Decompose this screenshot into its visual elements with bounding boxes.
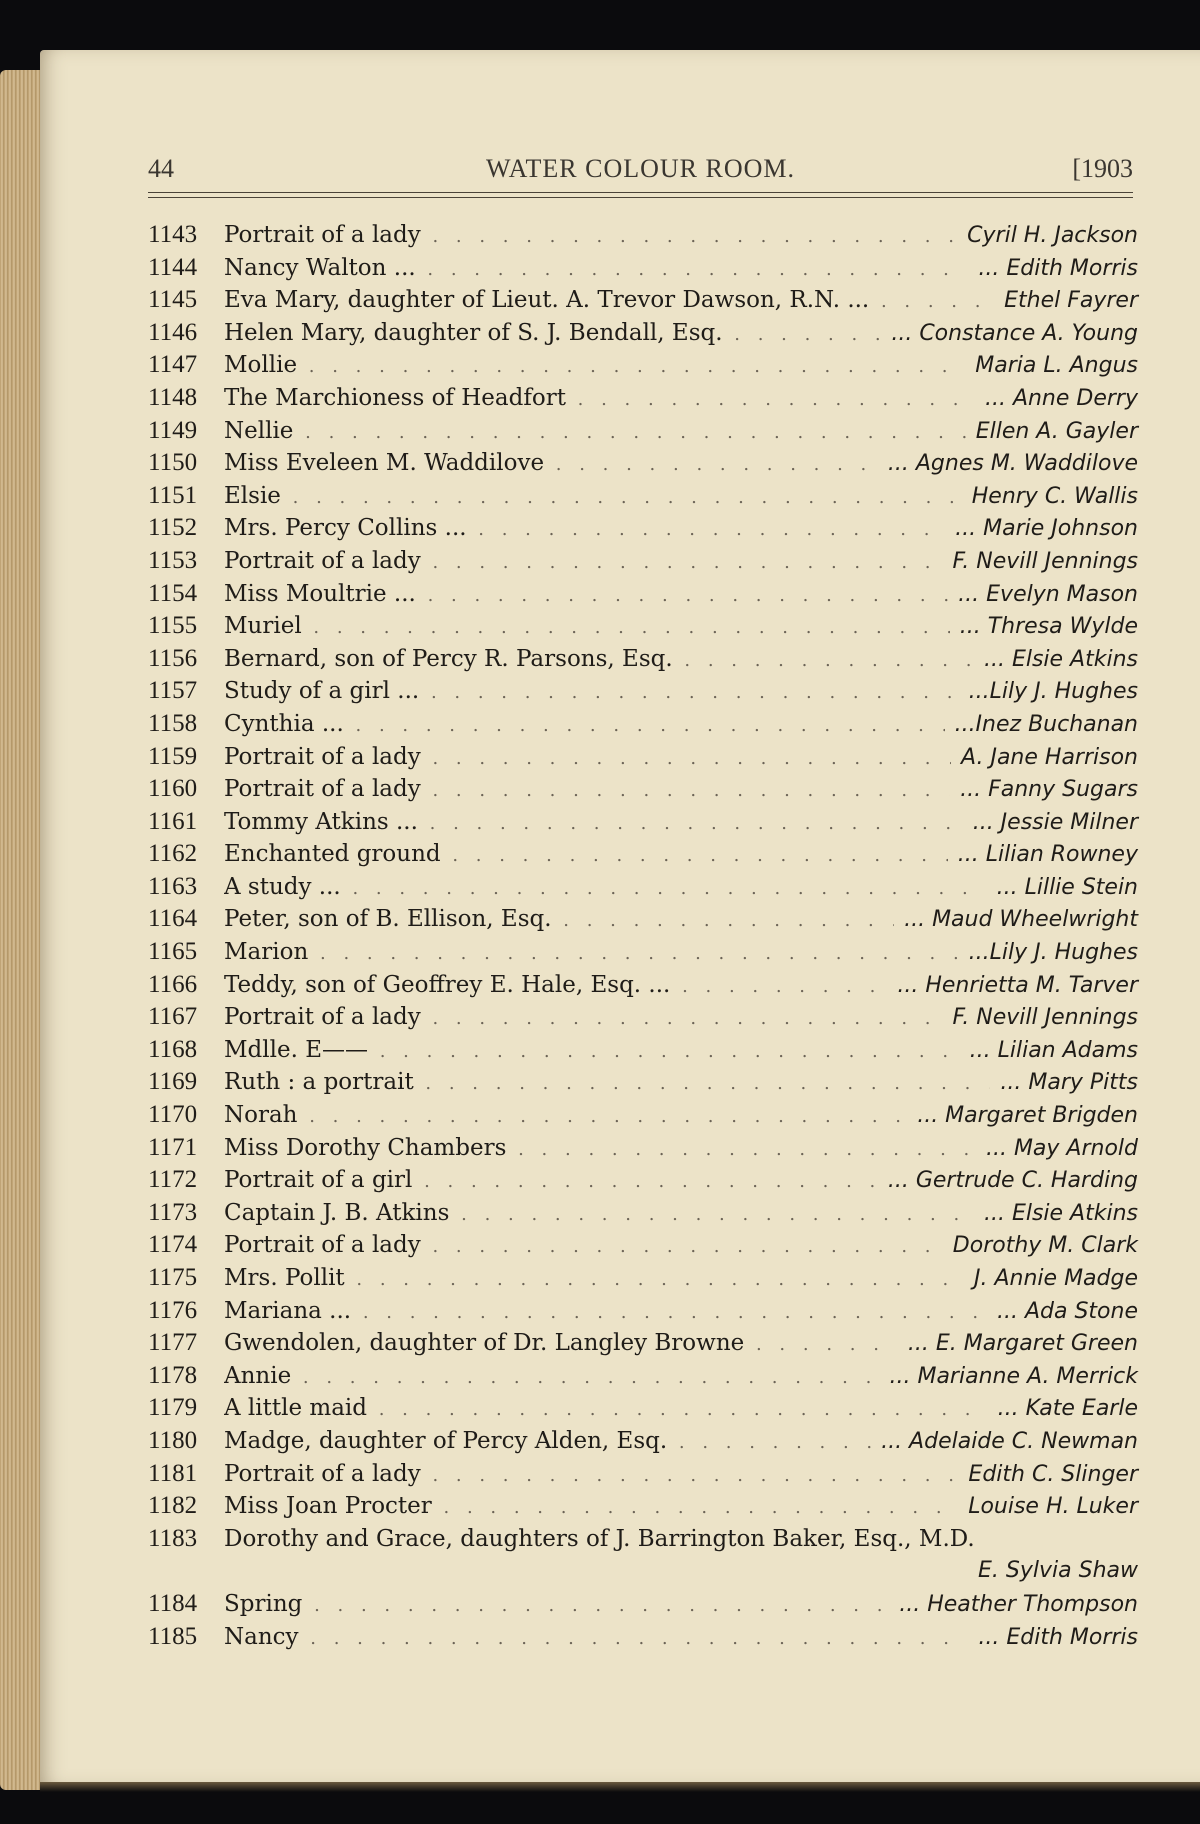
entry-number: 1149 (148, 416, 198, 444)
entry-title: Norah . . . (224, 1099, 907, 1134)
entry-artist: ... Elsie Atkins (983, 646, 1138, 672)
entry-title: Portrait of a lady . . . (224, 1001, 942, 1036)
entry-number: 1159 (148, 742, 198, 770)
catalogue-entry (148, 382, 1138, 415)
entry-artist: ... Thresa Wylde (959, 614, 1138, 640)
catalogue-entry (148, 1360, 1138, 1393)
catalogue-entry (148, 1229, 1138, 1262)
entry-number: 1176 (148, 1296, 198, 1324)
catalogue-entry (148, 1458, 1138, 1491)
entry-artist: ... Heather Thompson (899, 1591, 1138, 1617)
catalogue-entry-continuation (148, 1555, 1138, 1588)
entry-artist: ... Margaret Brigden (917, 1103, 1138, 1129)
entry-title: Bernard, son of Percy R. Parsons, Esq. . . . (224, 643, 974, 678)
entry-artist: J. Annie Madge (974, 1266, 1138, 1291)
entry-artist: Edith C. Slinger (968, 1461, 1138, 1487)
entry-title: Captain J. B. Atkins . . . (224, 1197, 974, 1232)
entry-number: 1148 (148, 383, 198, 411)
entry-number: 1143 (148, 221, 198, 248)
entry-artist: E. Sylvia Shaw (978, 1558, 1138, 1584)
entry-number: 1178 (148, 1361, 198, 1389)
catalogue-entry (148, 1295, 1138, 1328)
entry-number: 1150 (148, 449, 198, 477)
entry-number: 1175 (148, 1264, 198, 1291)
entry-title: Mrs. Percy Collins ... . . . (224, 512, 945, 547)
catalogue-entry (148, 219, 1138, 252)
entry-title: Nellie . . . (224, 415, 966, 450)
catalogue-entry (148, 871, 1138, 904)
catalogue-entry (148, 317, 1138, 350)
entry-number: 1181 (148, 1459, 198, 1487)
entry-number: 1161 (148, 807, 198, 835)
page-number: 44 (148, 154, 174, 183)
entry-number: 1179 (148, 1394, 198, 1422)
catalogue-entry (148, 675, 1138, 708)
catalogue-entry (148, 284, 1138, 317)
entry-number: 1165 (148, 938, 198, 966)
entry-title: Mrs. Pollit . . . (224, 1262, 964, 1297)
entry-artist: Louise H. Luker (968, 1494, 1138, 1520)
entry-title: Portrait of a lady . . . (224, 741, 951, 776)
entry-number: 1153 (148, 546, 198, 574)
entry-artist: ... Mary Pitts (1000, 1070, 1138, 1096)
entry-title: Peter, son of B. Ellison, Esq. . . . (224, 903, 894, 938)
entry-title: Cynthia ... . . . (224, 708, 945, 743)
header-rule (148, 197, 1133, 198)
entry-number: 1156 (148, 644, 198, 672)
entry-number: 1168 (148, 1035, 198, 1063)
catalogue-entry (148, 1164, 1138, 1197)
entry-title: A study ... . . . (224, 871, 987, 906)
entry-number: 1166 (148, 970, 198, 998)
entry-title: Mariana ... . . . (224, 1295, 987, 1330)
entry-title: Miss Joan Procter . . . (224, 1490, 958, 1525)
catalogue-entry (148, 773, 1138, 806)
entry-title: Portrait of a lady . . . (224, 219, 957, 254)
entry-artist: Ellen A. Gayler (975, 418, 1138, 444)
catalogue-entry (148, 1066, 1138, 1099)
entry-title: Teddy, son of Geoffrey E. Hale, Esq. ... . . . (224, 969, 887, 1004)
entry-title: Study of a girl ... . . . (224, 675, 959, 710)
entry-number: 1180 (148, 1426, 198, 1454)
catalogue-entry (148, 1392, 1138, 1425)
entry-title: Eva Mary, daughter of Lieut. A. Trevor Dawson, R.N. ... . . . (224, 284, 994, 319)
entry-artist: ... Evelyn Mason (958, 581, 1138, 607)
entry-number: 1169 (148, 1068, 198, 1096)
entry-title: Dorothy and Grace, daughters of J. Barrington Baker, Esq., M.D. (224, 1525, 975, 1552)
entry-title: Portrait of a girl . . . (224, 1164, 878, 1199)
catalogue-entry (148, 806, 1138, 839)
running-header (148, 150, 1133, 194)
entry-number: 1160 (148, 775, 198, 803)
catalogue-entry (148, 1523, 1138, 1556)
entry-artist: ... Elsie Atkins (983, 1200, 1138, 1226)
entry-artist: Henry C. Wallis (971, 483, 1138, 509)
year-marker: [1903 (1072, 154, 1133, 183)
entry-artist: A. Jane Harrison (961, 744, 1138, 770)
entry-title: Marion . . . (224, 936, 959, 971)
entry-number: 1164 (148, 905, 198, 933)
entry-artist: Cyril H. Jackson (967, 223, 1138, 248)
entry-title: Nancy . . . (224, 1621, 968, 1656)
entry-artist: ... Edith Morris (978, 1624, 1138, 1650)
entry-artist: ... Lillie Stein (996, 874, 1138, 900)
catalogue-entry (148, 1490, 1138, 1523)
catalogue-entry (148, 903, 1138, 936)
entry-number: 1185 (148, 1622, 198, 1650)
catalogue-entry (148, 936, 1138, 969)
entry-number: 1173 (148, 1198, 198, 1226)
entry-artist: ...Lily J. Hughes (968, 940, 1138, 966)
entry-title: The Marchioness of Headfort . . . (224, 382, 975, 417)
catalogue-entry (148, 578, 1138, 611)
entry-number: 1151 (148, 481, 198, 509)
entry-title: Miss Eveleen M. Waddilove . . . (224, 447, 878, 482)
catalogue-entry (148, 1034, 1138, 1067)
catalogue-entry (148, 1588, 1138, 1621)
entry-title: Miss Dorothy Chambers . . . (224, 1132, 976, 1167)
entry-artist: Ethel Fayrer (1004, 288, 1138, 314)
entry-title: Mdlle. E—— . . . (224, 1034, 960, 1069)
entry-title: Tommy Atkins ... . . . (224, 806, 963, 841)
entry-artist: ... Marianne A. Merrick (889, 1363, 1138, 1389)
catalogue-entry (148, 349, 1138, 382)
entry-number: 1162 (148, 840, 198, 868)
entry-artist: ... Kate Earle (997, 1396, 1138, 1422)
entry-artist: ... Anne Derry (984, 385, 1138, 411)
entry-number: 1163 (148, 872, 198, 900)
entry-title: Helen Mary, daughter of S. J. Bendall, Esq. . . . (224, 317, 881, 352)
catalogue-entry (148, 1197, 1138, 1230)
entry-number: 1144 (148, 253, 198, 281)
entry-artist: F. Nevill Jennings (952, 1005, 1138, 1031)
entry-number: 1145 (148, 286, 198, 314)
entry-number: 1167 (148, 1003, 198, 1031)
entry-number: 1170 (148, 1101, 198, 1129)
entry-artist: ... Henrietta M. Tarver (897, 972, 1138, 998)
catalogue-entry (148, 480, 1138, 513)
entry-number: 1157 (148, 677, 198, 705)
entry-artist: Dorothy M. Clark (952, 1233, 1138, 1259)
entry-number: 1154 (148, 579, 198, 607)
entry-artist: ...Inez Buchanan (954, 711, 1138, 737)
catalogue-entry (148, 545, 1138, 578)
catalogue-entries (148, 219, 1138, 1653)
entry-artist: ... Gertrude C. Harding (887, 1168, 1138, 1194)
entry-artist: ... Agnes M. Waddilove (887, 451, 1138, 477)
entry-number: 1171 (148, 1133, 198, 1161)
entry-artist: ... Adelaide C. Newman (881, 1428, 1138, 1454)
entry-artist: Maria L. Angus (975, 353, 1138, 379)
entry-artist: ... May Arnold (985, 1135, 1138, 1161)
catalogue-entry (148, 1425, 1138, 1458)
entry-number: 1183 (148, 1524, 198, 1552)
entry-title: Portrait of a lady . . . (224, 773, 950, 808)
entry-title: Portrait of a lady . . . (224, 1458, 958, 1493)
entry-artist: ... Fanny Sugars (960, 777, 1138, 803)
entry-artist: ... Lilian Rowney (957, 842, 1138, 868)
entry-title: Madge, daughter of Percy Alden, Esq. . . . (224, 1425, 871, 1460)
catalogue-entry (148, 1327, 1138, 1360)
entry-title: Spring . . . (224, 1588, 889, 1623)
catalogue-entry (148, 1001, 1138, 1034)
entry-artist: ... Lilian Adams (969, 1037, 1138, 1063)
catalogue-entry (148, 512, 1138, 545)
header-rule (148, 192, 1133, 193)
entry-artist: F. Nevill Jennings (952, 548, 1138, 574)
entry-title: Miss Moultrie ... . . . (224, 578, 948, 613)
catalogue-entry (148, 838, 1138, 871)
entry-artist: ... Maud Wheelwright (904, 907, 1138, 933)
catalogue-entry (148, 1262, 1138, 1295)
entry-number: 1147 (148, 351, 198, 379)
catalogue-entry (148, 741, 1138, 774)
entry-artist: ... Ada Stone (997, 1298, 1138, 1324)
entry-number: 1177 (148, 1329, 198, 1357)
entry-artist: ... Constance A. Young (891, 320, 1138, 346)
entry-title: Gwendolen, daughter of Dr. Langley Browne . . . (224, 1327, 898, 1362)
catalogue-entry (148, 969, 1138, 1002)
page-bottom-shadow (40, 1782, 1200, 1792)
catalogue-entry (148, 1132, 1138, 1165)
entry-artist: ... Marie Johnson (955, 516, 1138, 542)
entry-title: Annie . . . (224, 1360, 880, 1395)
entry-number: 1146 (148, 318, 198, 346)
entry-title: Muriel . . . (224, 610, 950, 645)
entry-title: Elsie . . . (224, 480, 962, 515)
entry-title: Portrait of a lady . . . (224, 545, 942, 580)
entry-title: Portrait of a lady . . . (224, 1229, 943, 1264)
entry-number: 1152 (148, 514, 198, 542)
entry-title: Nancy Walton ... . . . (224, 252, 968, 287)
entry-title: Ruth : a portrait . . . (224, 1066, 990, 1101)
entry-artist: ... Edith Morris (978, 255, 1138, 281)
catalogue-entry (148, 708, 1138, 741)
catalogue-entry (148, 1099, 1138, 1132)
entry-title: Enchanted ground . . . (224, 838, 948, 873)
entry-number: 1158 (148, 709, 198, 737)
catalogue-entry (148, 610, 1138, 643)
entry-artist: ... E. Margaret Green (907, 1331, 1138, 1357)
catalogue-entry (148, 447, 1138, 480)
entry-title: Mollie . . . (224, 349, 965, 384)
catalogue-entry (148, 252, 1138, 285)
entry-number: 1184 (148, 1589, 198, 1617)
entry-number: 1174 (148, 1231, 198, 1259)
catalogue-entry (148, 643, 1138, 676)
entry-number: 1182 (148, 1492, 198, 1520)
entry-number: 1155 (148, 612, 198, 640)
entry-title: A little maid . . . (224, 1392, 988, 1427)
catalogue-entry (148, 1621, 1138, 1654)
entry-artist: ...Lily J. Hughes (968, 679, 1138, 705)
page-title: WATER COLOUR ROOM. (485, 154, 796, 183)
catalogue-entry (148, 415, 1138, 448)
entry-artist: ... Jessie Milner (972, 809, 1138, 835)
entry-number: 1172 (148, 1166, 198, 1194)
